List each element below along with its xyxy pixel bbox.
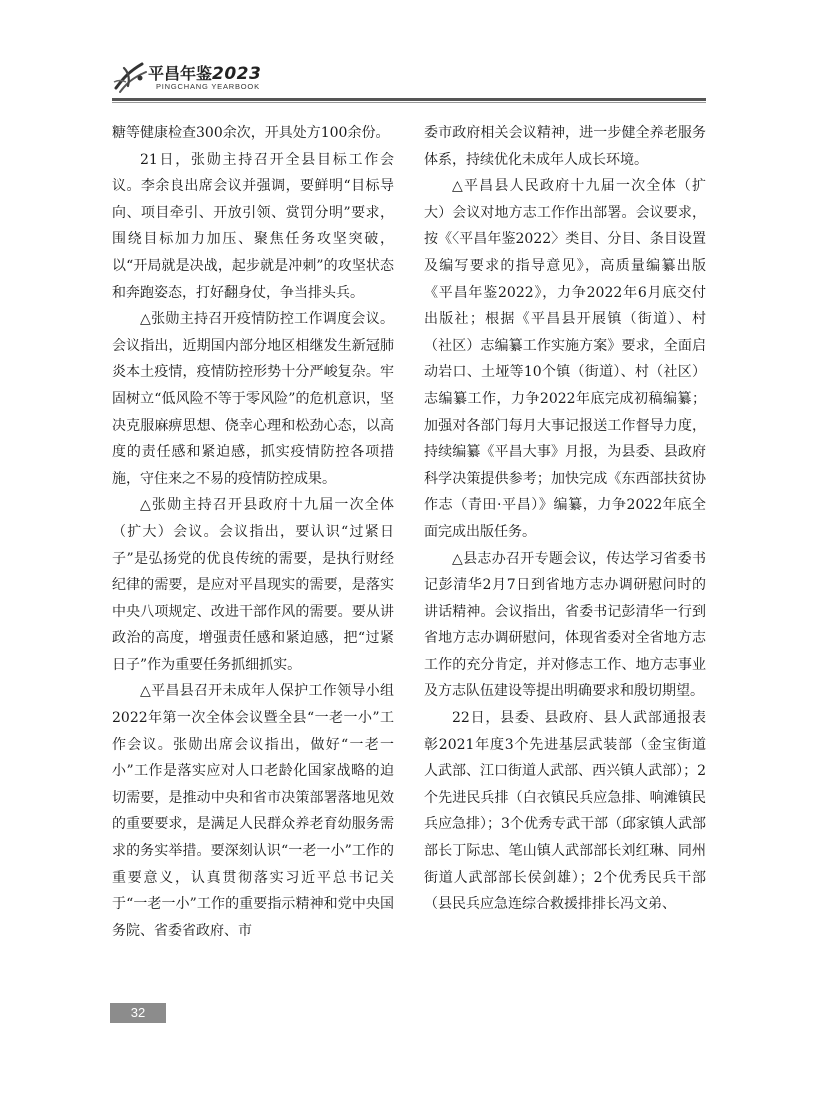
paragraph: △县志办召开专题会议，传达学习省委书记彭清华2月7日到省地方志办调研慰问时的讲话精神。会议指出，省委书记彭清华一行到省地方志办调研慰问，体现省委对全省地方志工作的充分肯定，并对修志工作、地方志事业及方志队伍建设等提出明确要求和殷切期望。 bbox=[424, 550, 706, 700]
paragraph: 22日，县委、县政府、县人武部通报表彰2021年度3个先进基层武装部（金宝街道人武部、江口街道人武部、西兴镇人武部）；2个先进民兵排（白衣镇民兵应急排、响滩镇民兵应急排）；3个优秀专武干部（邱家镇人武部部长丁际忠、笔山镇人武部部长刘红琳、同州街道人武部部长侯剑雄）；2个优秀民兵干部（县民兵应急连综合救援排排长冯文弟、 bbox=[424, 710, 706, 913]
yearbook-title-year: 2023 bbox=[212, 64, 262, 84]
header-rule bbox=[112, 98, 706, 101]
paragraph: △张勋主持召开疫情防控工作调度会议。会议指出，近期国内部分地区相继发生新冠肺炎本土疫情，疫情防控形势十分严峻复杂。牢固树立“低风险不等于零风险”的危机意识，坚决克服麻痹思想、侥幸心理和松劲心态，以高度的责任感和紧迫感，抓实疫情防控各项措施，守住来之不易的疫情防控成果。 bbox=[112, 311, 394, 487]
yearbook-logo-icon bbox=[112, 58, 150, 96]
right-text-column bbox=[424, 120, 706, 980]
yearbook-title-en: PINGCHANG YEARBOOK bbox=[156, 82, 260, 91]
paragraph: △张勋主持召开县政府十九届一次全体（扩大）会议。会议指出，要认识“过紧日子”是弘扬党的优良传统的需要，是执行财经纪律的需要，是应对平昌现实的需要，是落实中央八项规定、改进干部作风的需要。要从讲政治的高度，增强责任感和紧迫感，把“过紧日子”作为重要任务抓细抓实。 bbox=[112, 497, 394, 673]
paragraph: 21日，张勋主持召开全县目标工作会议。李余良出席会议并强调，要鲜明“目标导向、项目牵引、开放引领、赏罚分明”要求，围绕目标加力加压、聚焦任务攻坚突破，以“开局就是决战，起步就是冲刺”的攻坚状态和奔跑姿态，打好翻身仗，争当排头兵。 bbox=[112, 151, 394, 301]
paragraph: △平昌县人民政府十九届一次全体（扩大）会议对地方志工作作出部署。会议要求，按《〈平昌年鉴2022〉类目、分目、条目设置及编写要求的指导意见》，高质量编纂出版《平昌年鉴2022》，力争2022年6月底交付出版社；根据《平昌县开展镇（街道）、村（社区）志编纂工作实施方案》要求，全面启动岩口、土垭等10个镇（街道）、村（社区）志编纂工作，力争2022年底完成初稿编纂；加强对各部门每月大事记报送工作督导力度，持续编纂《平昌大事》月报，为县委、县政府科学决策提供参考；加快完成《东西部扶贫协作志（青田·平昌）》编纂，力争2022年底全面完成出版任务。 bbox=[424, 178, 706, 540]
page-header bbox=[112, 58, 706, 98]
page-number: 32 bbox=[110, 1003, 166, 1023]
paragraph: △平昌县召开未成年人保护工作领导小组2022年第一次全体会议暨全县“一老一小”工作会议。张勋出席会议指出，做好“一老一小”工作是落实应对人口老龄化国家战略的迫切需要，是推动中央和省市决策部署落地见效的重要要求，是满足人民群众养老育幼服务需求的务实举措。要深刻认识“一老一小”工作的重要意义，认真贯彻落实习近平总书记关于“一老一小”工作的重要指示精神和党中央国务院、省委省政府、市 bbox=[112, 683, 394, 939]
left-text-column bbox=[112, 120, 394, 980]
yearbook-title-cn: 平昌年鉴 bbox=[148, 64, 213, 83]
header-rule-thin bbox=[112, 102, 706, 103]
yearbook-title bbox=[148, 61, 261, 84]
paragraph: 委市政府相关会议精神，进一步健全养老服务体系，持续优化未成年人成长环境。 bbox=[424, 125, 706, 168]
paragraph: 糖等健康检查300余次，开具处方100余份。 bbox=[112, 125, 390, 141]
